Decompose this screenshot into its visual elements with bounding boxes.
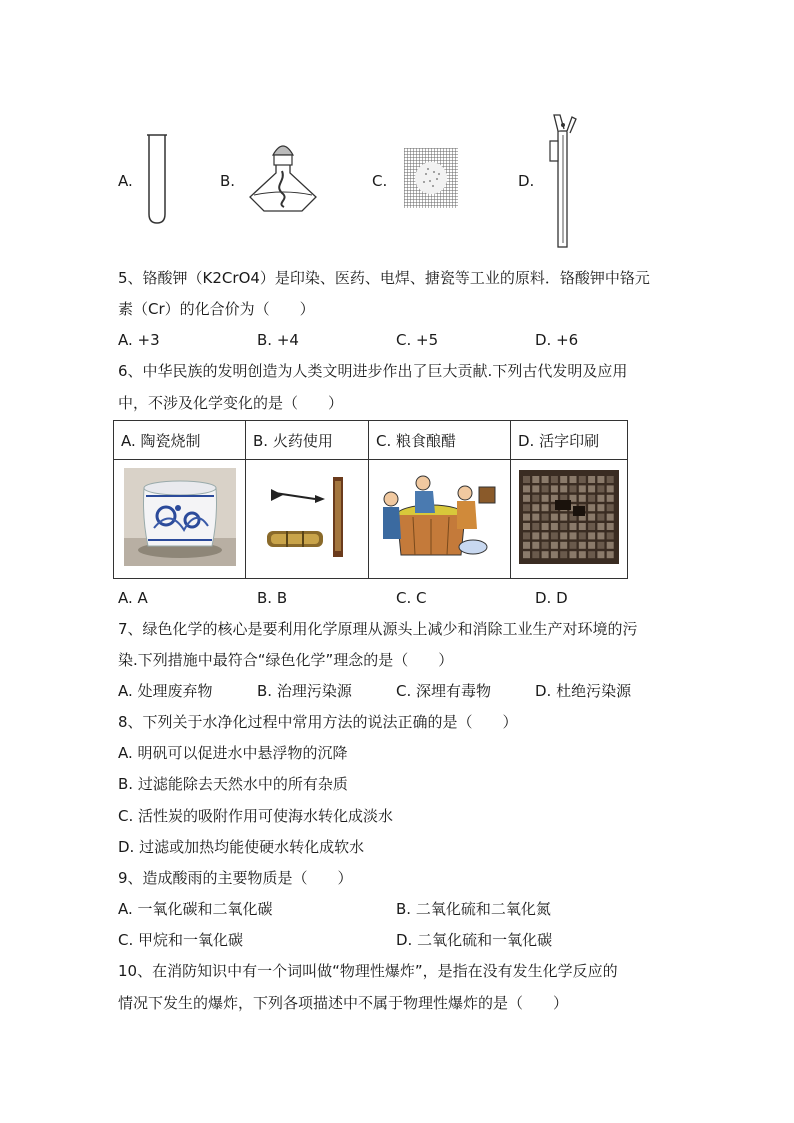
q4-option-b-label: B.: [220, 172, 236, 190]
q5-option-b: B. +4: [257, 331, 299, 349]
movable-type-image: [519, 470, 619, 564]
q6-option-d: D. D: [535, 589, 568, 607]
q7-option-d: D. 杜绝污染源: [535, 682, 632, 700]
q9-option-c: C. 甲烷和一氧化碳: [118, 931, 244, 949]
q4-option-a-label: A.: [118, 172, 133, 190]
q6-picture-cell-b: [246, 460, 369, 579]
q6-option-b: B. B: [257, 589, 288, 607]
q7-option-b: B. 治理污染源: [257, 682, 352, 700]
q8-stem: 8、下列关于水净化过程中常用方法的说法正确的是（ ）: [118, 713, 518, 731]
q6-head-d: D. 活字印刷: [511, 421, 628, 460]
gauze-icon: [404, 148, 458, 208]
test-tube-icon: [145, 132, 169, 226]
q10-stem-line2: 情况下发生的爆炸，下列各项描述中不属于物理性爆炸的是（ ）: [118, 994, 569, 1012]
q4-option-d-label: D.: [518, 172, 535, 190]
q6-option-a: A. A: [118, 589, 148, 607]
q9-option-b: B. 二氧化硫和二氧化氮: [396, 900, 551, 918]
q8-option-c: C. 活性炭的吸附作用可使海水转化成淡水: [118, 807, 394, 825]
porcelain-jar-image: [124, 468, 236, 566]
q7-stem-line1: 7、绿色化学的核心是要利用化学原理从源头上减少和消除工业生产对环境的污: [118, 620, 638, 638]
q9-option-a: A. 一氧化碳和二氧化碳: [118, 900, 273, 918]
q5-option-c: C. +5: [396, 331, 439, 349]
vinegar-brewing-image: [379, 469, 501, 565]
q8-option-b: B. 过滤能除去天然水中的所有杂质: [118, 775, 348, 793]
q7-stem-line2: 染.下列措施中最符合“绿色化学”理念的是（ ）: [118, 651, 454, 669]
q6-head-c: C. 粮食酿醋: [369, 421, 511, 460]
q5-stem-line2: 素（Cr）的化合价为（ ）: [118, 300, 315, 318]
q5-option-a: A. +3: [118, 331, 160, 349]
q6-picture-cell-c: [369, 460, 511, 579]
q4-option-c-label: C.: [372, 172, 388, 190]
q5-stem-line1: 5、铬酸钾（K2CrO4）是印染、医药、电焊、搪瓷等工业的原料．铬酸钾中铬元: [118, 269, 650, 287]
q6-picture-cell-a: [114, 460, 246, 579]
q10-stem-line1: 10、在消防知识中有一个词叫做“物理性爆炸”，是指在没有发生化学反应的: [118, 962, 618, 980]
q6-option-c: C. C: [396, 589, 427, 607]
q6-stem-line1: 6、中华民族的发明创造为人类文明进步作出了巨大贡献.下列古代发明及应用: [118, 362, 628, 380]
q6-stem-line2: 中，不涉及化学变化的是（ ）: [118, 394, 344, 412]
q7-option-a: A. 处理废弃物: [118, 682, 213, 700]
q9-stem: 9、造成酸雨的主要物质是（ ）: [118, 869, 353, 887]
q8-option-a: A. 明矾可以促进水中悬浮物的沉降: [118, 744, 348, 762]
q6-head-b: B. 火药使用: [246, 421, 369, 460]
gunpowder-rockets-image: [257, 471, 357, 563]
q8-option-d: D. 过滤或加热均能使硬水转化成软水: [118, 838, 365, 856]
q9-option-d: D. 二氧化硫和一氧化碳: [396, 931, 553, 949]
q6-head-a: A. 陶瓷烧制: [114, 421, 246, 460]
q6-options-table: [113, 420, 628, 579]
q7-option-c: C. 深埋有毒物: [396, 682, 492, 700]
alcohol-lamp-icon: [246, 137, 320, 215]
q5-option-d: D. +6: [535, 331, 579, 349]
q6-picture-cell-d: [511, 460, 628, 579]
crucible-tongs-icon: [542, 113, 582, 249]
